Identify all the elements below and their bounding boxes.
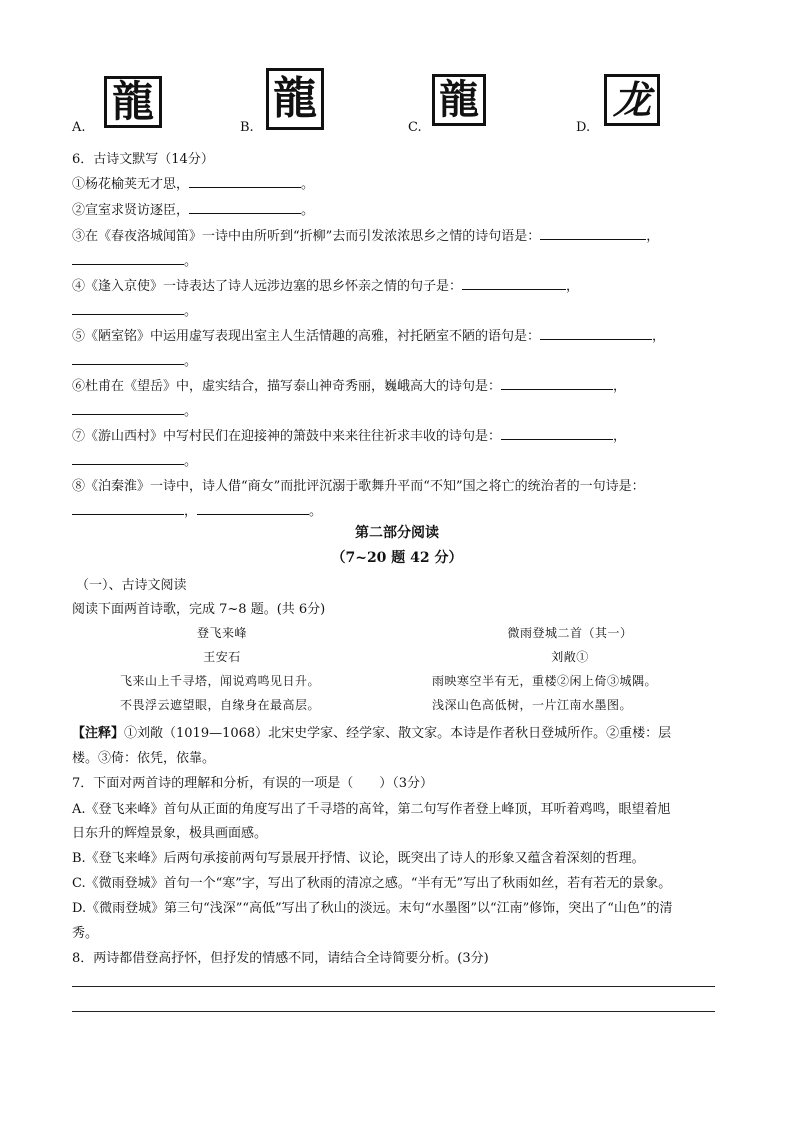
annotation-text: ①刘敞（1019—1068）北宋史学家、经学家、散文家。本诗是作者秋日登城所作。②重楼：层 [124,726,672,741]
poem-2-title: 微雨登城二首（其一） [507,626,633,640]
answer-blank[interactable] [501,388,613,390]
q7-option-a: A.《登飞来峰》首句从正面的角度写出了千寻塔的高耸，第二句写作者登上峰顶，耳听着鸡鸣，眼望着旭 [72,802,671,817]
poem-1-line-1: 飞来山上千寻塔，闻说鸡鸣见日升。 [120,674,321,688]
q6-item-6 [72,375,626,394]
answer-blank[interactable] [462,288,566,290]
q7-option-d: D.《微雨登城》第三句“浅深”“高低”写出了秋山的淡远。末句“水墨图”以“江南”修饰，突出了“山色”的清 [72,901,673,916]
answer-blank[interactable] [72,513,184,515]
q6-item-post: 。 [184,454,198,469]
q6-item-text: ①杨花榆荚无才思， [72,177,190,192]
calligraphy-image: 龍 [104,76,162,128]
question-7-stem: 7．下面对两首诗的理解和分析，有误的一项是（ ）（3分） [72,776,434,791]
q6-item-8 [72,475,645,494]
option-letter: C. [408,120,422,135]
part-2-subtitle: （7~20 题 42 分） [331,550,463,566]
q6-item-mid: ， [652,329,666,344]
poem-2-line-2: 浅深山色高低树，一片江南水墨图。 [432,698,633,712]
q6-item-text: ⑥杜甫在《望岳》中，虚实结合，描写泰山神奇秀丽，巍峨高大的诗句是： [72,379,502,394]
answer-blank[interactable] [72,313,184,315]
answer-line[interactable] [72,986,715,987]
poem-2-author: 刘敞① [551,650,589,664]
q6-item-post: 。 [309,504,323,519]
answer-blank[interactable] [72,463,184,465]
option-letter: B. [240,120,254,135]
q6-item-3 [72,225,659,244]
q6-item-post: 。 [184,304,198,319]
q7-option-b: B.《登飞来峰》后两句承接前两句写景展开抒情、议论，既突出了诗人的形象又蕴含着深刻的哲理。 [72,851,645,866]
q6-item-mid: ， [566,279,580,294]
q6-item-text: ⑤《陋室铭》中运用虚写表现出室主人生活情趣的高雅，衬托陋室不陋的语句是： [72,329,541,344]
option-letter: D. [576,120,591,135]
calligraphy-image: 龍 [266,68,324,130]
q6-item-text: ⑧《泊秦淮》一诗中，诗人借“商女”而批评沉溺于歌舞升平而“不知”国之将亡的统治者的一句诗是： [72,479,645,494]
q7-option-d-cont: 秀。 [72,926,99,941]
answer-blank[interactable] [189,186,301,188]
q6-item-text: ③在《春夜洛城闻笛》一诗中由所听到“折柳”去而引发浓浓思乡之情的诗句语是： [72,229,541,244]
q6-item-1 [72,173,314,192]
annotation-cont: 楼。③倚：依凭，依靠。 [72,751,216,766]
q6-item-mid: ， [184,504,198,519]
q6-item-4 [72,275,579,294]
q6-item-mid: ， [613,379,627,394]
q6-item-4-cont [72,300,197,319]
q6-item-mid: ， [613,429,627,444]
q6-item-post: 。 [184,404,198,419]
reading-instruction: 阅读下面两首诗歌，完成 7~8 题。(共 6分) [72,602,326,617]
q6-item-8-cont [72,500,322,519]
answer-blank[interactable] [197,513,309,515]
annotation [72,722,671,741]
q6-item-post: 。 [301,177,315,192]
q6-item-mid: ， [646,229,660,244]
q7-option-c: C.《微雨登城》首句一个“寒”字，写出了秋雨的清凉之感。“半有无”写出了秋雨如丝，若有若无的景象。 [72,876,672,891]
answer-line[interactable] [72,1011,715,1012]
q6-item-2 [72,199,314,218]
q6-item-text: ④《逢入京使》一诗表达了诗人远涉边塞的思乡怀亲之情的句子是： [72,279,463,294]
q7-option-a-cont: 日东升的辉煌景象，极具画面感。 [72,826,268,841]
answer-blank[interactable] [72,263,184,265]
q6-item-5 [72,325,665,344]
answer-blank[interactable] [72,413,184,415]
poem-2-line-1: 雨映寒空半有无，重楼②闲上倚③城隅。 [432,674,658,688]
section-title: （一）、古诗文阅读 [76,578,187,593]
answer-blank[interactable] [540,338,652,340]
answer-blank[interactable] [72,363,184,365]
q6-item-text: ②宣室求贤访逐臣， [72,203,190,218]
q6-item-post: 。 [184,254,198,269]
q6-item-7-cont [72,450,197,469]
answer-blank[interactable] [540,238,646,240]
answer-blank[interactable] [189,212,301,214]
q6-item-6-cont [72,400,197,419]
calligraphy-image: 龙 [604,74,660,126]
q6-item-post: 。 [184,354,198,369]
annotation-label: 【注释】 [72,726,125,741]
answer-blank[interactable] [501,438,613,440]
option-letter: A. [72,120,86,135]
q6-item-5-cont [72,350,197,369]
q6-item-text: ⑦《游山西村》中写村民们在迎接神的箫鼓中来来往往祈求丰收的诗句是： [72,429,502,444]
poem-1-title: 登飞来峰 [196,626,247,640]
question-6-title: 6．古诗文默写（14分） [72,152,214,167]
q6-item-3-cont [72,250,197,269]
q6-item-post: 。 [301,203,315,218]
poem-1-author: 王安石 [203,650,241,664]
poem-1-line-2: 不畏浮云遮望眼，自缘身在最高层。 [120,698,321,712]
question-8-stem: 8．两诗都借登高抒怀，但抒发的情感不同，请结合全诗简要分析。(3分) [72,951,489,966]
calligraphy-image: 龍 [432,74,486,126]
part-2-title: 第二部分阅读 [355,525,439,541]
q6-item-7 [72,425,626,444]
